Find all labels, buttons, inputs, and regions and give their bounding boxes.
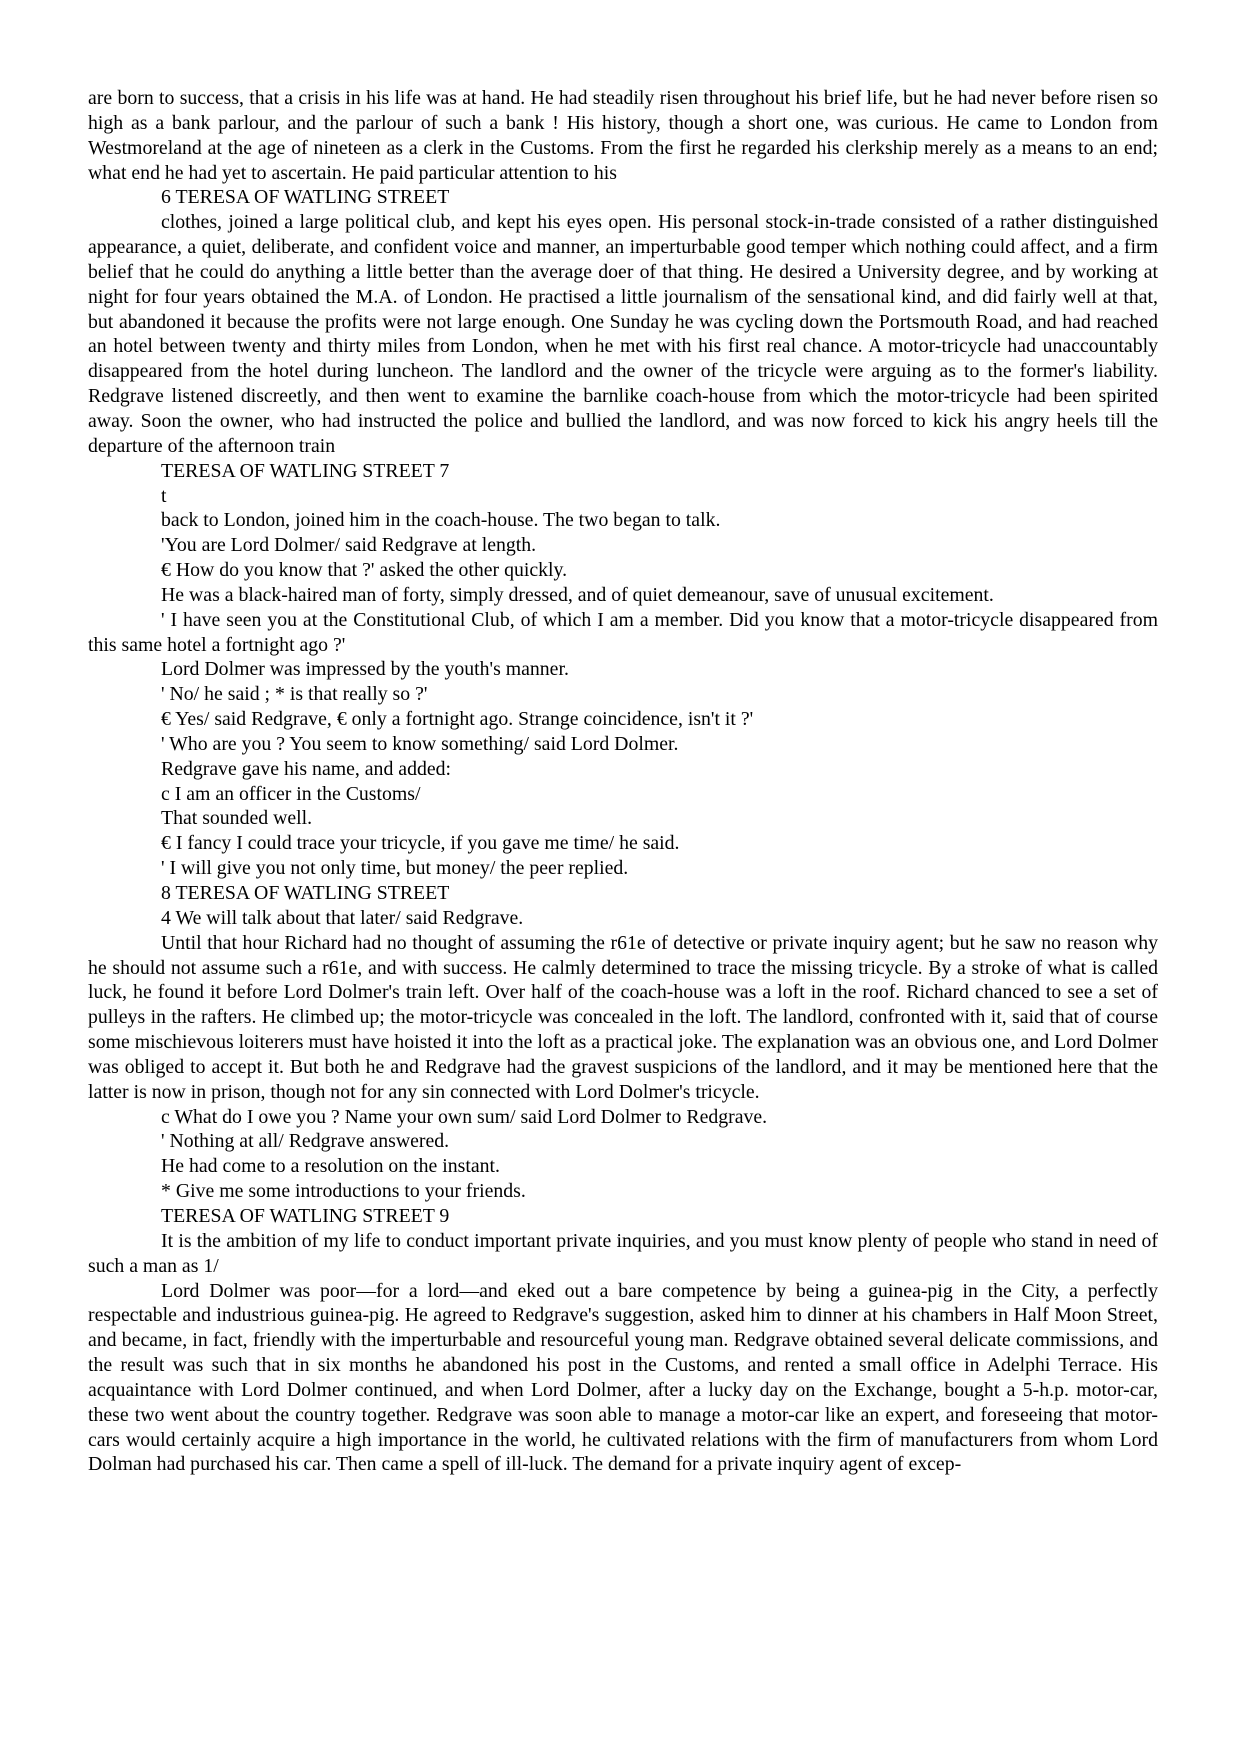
dialogue-line: * Give me some introductions to your friends. bbox=[161, 1180, 526, 1203]
running-head: 8 TERESA OF WATLING STREET bbox=[161, 882, 450, 904]
paragraph: Lord Dolmer was impressed by the youth's manner. bbox=[161, 658, 569, 681]
dialogue-line: ' No/ he said ; * is that really so ?' bbox=[161, 683, 428, 706]
paragraph: He was a black-haired man of forty, simply dressed, and of quiet demeanour, save of unusual excitement. bbox=[161, 583, 994, 606]
dialogue-line: € How do you know that ?' asked the other quickly. bbox=[161, 559, 568, 582]
dialogue-line: 4 We will talk about that later/ said Redgrave. bbox=[161, 906, 524, 929]
running-head: 6 TERESA OF WATLING STREET bbox=[161, 186, 450, 209]
dialogue-line: ' I will give you not only time, but money/ the peer replied. bbox=[161, 857, 629, 880]
dialogue-line: ' Nothing at all/ Redgrave answered. bbox=[161, 1130, 450, 1153]
dialogue-paragraph: ' I have seen you at the Constitutional Club, of which I am a member. Did you know that a motor-tricycle disappeared from this same hotel a fortnight ago ?' bbox=[88, 608, 1158, 656]
paragraph: back to London, joined him in the coach-house. The two began to talk. bbox=[161, 509, 721, 532]
paragraph: He had come to a resolution on the instant. bbox=[161, 1155, 500, 1178]
page-text bbox=[88, 86, 1158, 1477]
dialogue-line: 'You are Lord Dolmer/ said Redgrave at length. bbox=[161, 534, 537, 557]
dialogue-line: ' Who are you ? You seem to know something/ said Lord Dolmer. bbox=[161, 732, 679, 755]
dialogue-paragraph: It is the ambition of my life to conduct important private inquiries, and you must know plenty of people who stand in need of such a man as 1/ bbox=[88, 1229, 1158, 1277]
paragraph-3: Until that hour Richard had no thought of assuming the r61e of detective or private inquiry agent; but he saw no reason why he should not assume such a r61e, and with success. He calmly determined to trace the missing tricycle. By a stroke of what is called luck, he found it before Lord Dolmer's train left. Over half of the coach-house was a loft in the roof. Richard chanced to see a set of pulleys in the rafters. He climbed up; the motor-tricycle was concealed in the loft. The landlord, confronted with it, said that of course some mischievous loiterers must have hoisted it into the loft as a practical joke. The explanation was an obvious one, and Lord Dolmer was obliged to accept it. But both he and Redgrave had the gravest suspicions of the landlord, and it may be mentioned here that the latter is now in prison, though not for any sin connected with Lord Dolmer's tricycle. bbox=[88, 931, 1158, 1103]
paragraph-4: Lord Dolmer was poor—for a lord—and eked out a bare competence by being a guinea-pig in the City, a perfectly respectable and industrious guinea-pig. He agreed to Redgrave's suggestion, asked him to dinner at his chambers in Half Moon Street, and became, in fact, friendly with the imperturbable and resourceful young man. Redgrave obtained several delicate commissions, and the result was such that in six months he abandoned his post in the Customs, and rented a small office in Adelphi Terrace. His acquaintance with Lord Dolmer continued, and when Lord Dolmer, after a lucky day on the Exchange, bought a 5-h.p. motor-car, these two went about the country together. Redgrave was soon able to manage a motor-car like an expert, and foreseeing that motor-cars would certainly acquire a high importance in the world, he cultivated relations with the firm of manufacturers from whom Lord Dolman had purchased his car. Then came a spell of ill-luck. The demand for a private inquiry agent of excep- bbox=[88, 1279, 1158, 1476]
running-head: TERESA OF WATLING STREET 9 bbox=[161, 1204, 450, 1227]
paragraph-2: clothes, joined a large political club, and kept his eyes open. His personal stock-in-trade consisted of a rather distinguished appearance, a quiet, deliberate, and confident voice and manner, an imperturbable good temper which nothing could affect, and a firm belief that he could do anything a little better than the average doer of that thing. He desired a University degree, and by working at night for four years obtained the M.A. of London. He practised a little journalism of the sensational kind, and did fairly well at that, but abandoned it because the profits were not large enough. One Sunday he was cycling down the Portsmouth Road, and had reached an hotel between twenty and thirty miles from London, when he met with his first real chance. A motor-tricycle had unaccountably disappeared from the hotel during luncheon. The landlord and the owner of the tricycle were arguing as to the former's liability. Redgrave listened discreetly, and then went to examine the barnlike coach-house from which the motor-tricycle had been spirited away. Soon the owner, who had instructed the police and bullied the landlord, and was now forced to kick his angry heels till the departure of the afternoon train bbox=[88, 211, 1158, 457]
dialogue-line: c What do I owe you ? Name your own sum/ said Lord Dolmer to Redgrave. bbox=[161, 1105, 768, 1128]
paragraph-1: are born to success, that a crisis in his life was at hand. He had steadily risen throughout his brief life, but he had never before risen so high as a bank parlour, and the parlour of such a bank ! His history, though a short one, was curious. He came to London from Westmoreland at the age of nineteen as a clerk in the Customs. From the first he regarded his clerkship merely as a means to an end; what end he had yet to ascertain. He paid particular attention to his bbox=[88, 87, 1158, 184]
dialogue-line: € I fancy I could trace your tricycle, if you gave me time/ he said. bbox=[161, 832, 680, 855]
running-head: TERESA OF WATLING STREET 7 bbox=[161, 459, 450, 482]
paragraph: Redgrave gave his name, and added: bbox=[161, 757, 452, 780]
dialogue-line: € Yes/ said Redgrave, € only a fortnight ago. Strange coincidence, isn't it ?' bbox=[161, 708, 754, 731]
paragraph: That sounded well. bbox=[161, 807, 313, 830]
stray-mark: t bbox=[161, 484, 167, 507]
dialogue-line: c I am an officer in the Customs/ bbox=[161, 782, 421, 805]
